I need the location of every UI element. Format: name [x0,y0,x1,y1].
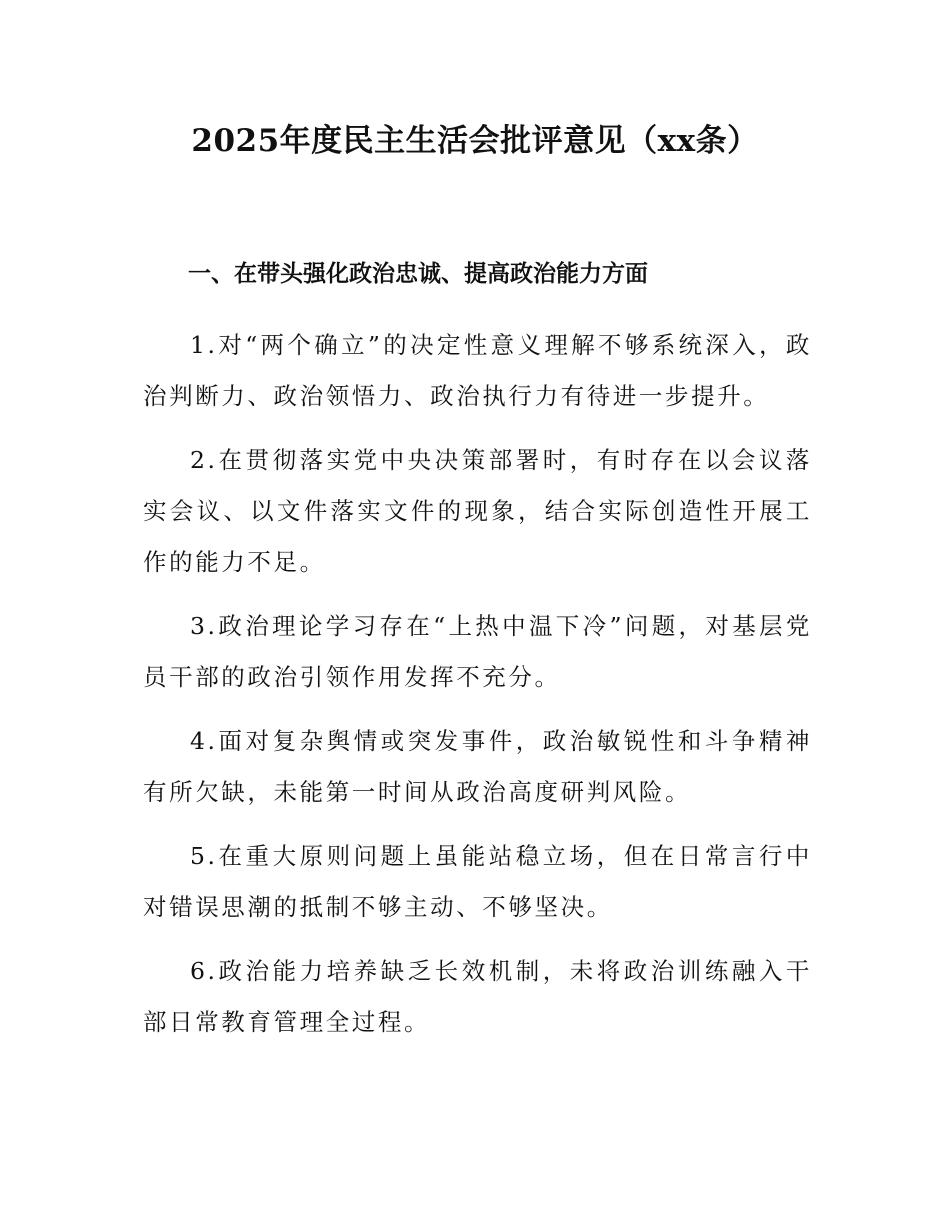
criticism-item-5: 5.在重大原则问题上虽能站稳立场，但在日常言行中对错误思潮的抵制不够主动、不够坚决。 [143,842,812,921]
document-title: 2025年度民主生活会批评意见（xx条） [191,123,759,159]
criticism-item-6: 6.政治能力培养缺乏长效机制，未将政治训练融入干部日常教育管理全过程。 [143,957,812,1036]
section-heading: 一、在带头强化政治忠诚、提高政治能力方面 [188,261,648,287]
criticism-item-3: 3.政治理论学习存在“上热中温下冷”问题，对基层党员干部的政治引领作用发挥不充分。 [143,612,812,691]
criticism-item-1: 1.对“两个确立”的决定性意义理解不够系统深入，政治判断力、政治领悟力、政治执行力有待进一步提升。 [143,331,812,410]
criticism-item-2: 2.在贯彻落实党中央决策部署时，有时存在以会议落实会议、以文件落实文件的现象，结合实际创造性开展工作的能力不足。 [143,446,812,576]
criticism-list [143,320,812,1061]
criticism-item-4: 4.面对复杂舆情或突发事件，政治敏锐性和斗争精神有所欠缺，未能第一时间从政治高度研判风险。 [143,727,812,806]
